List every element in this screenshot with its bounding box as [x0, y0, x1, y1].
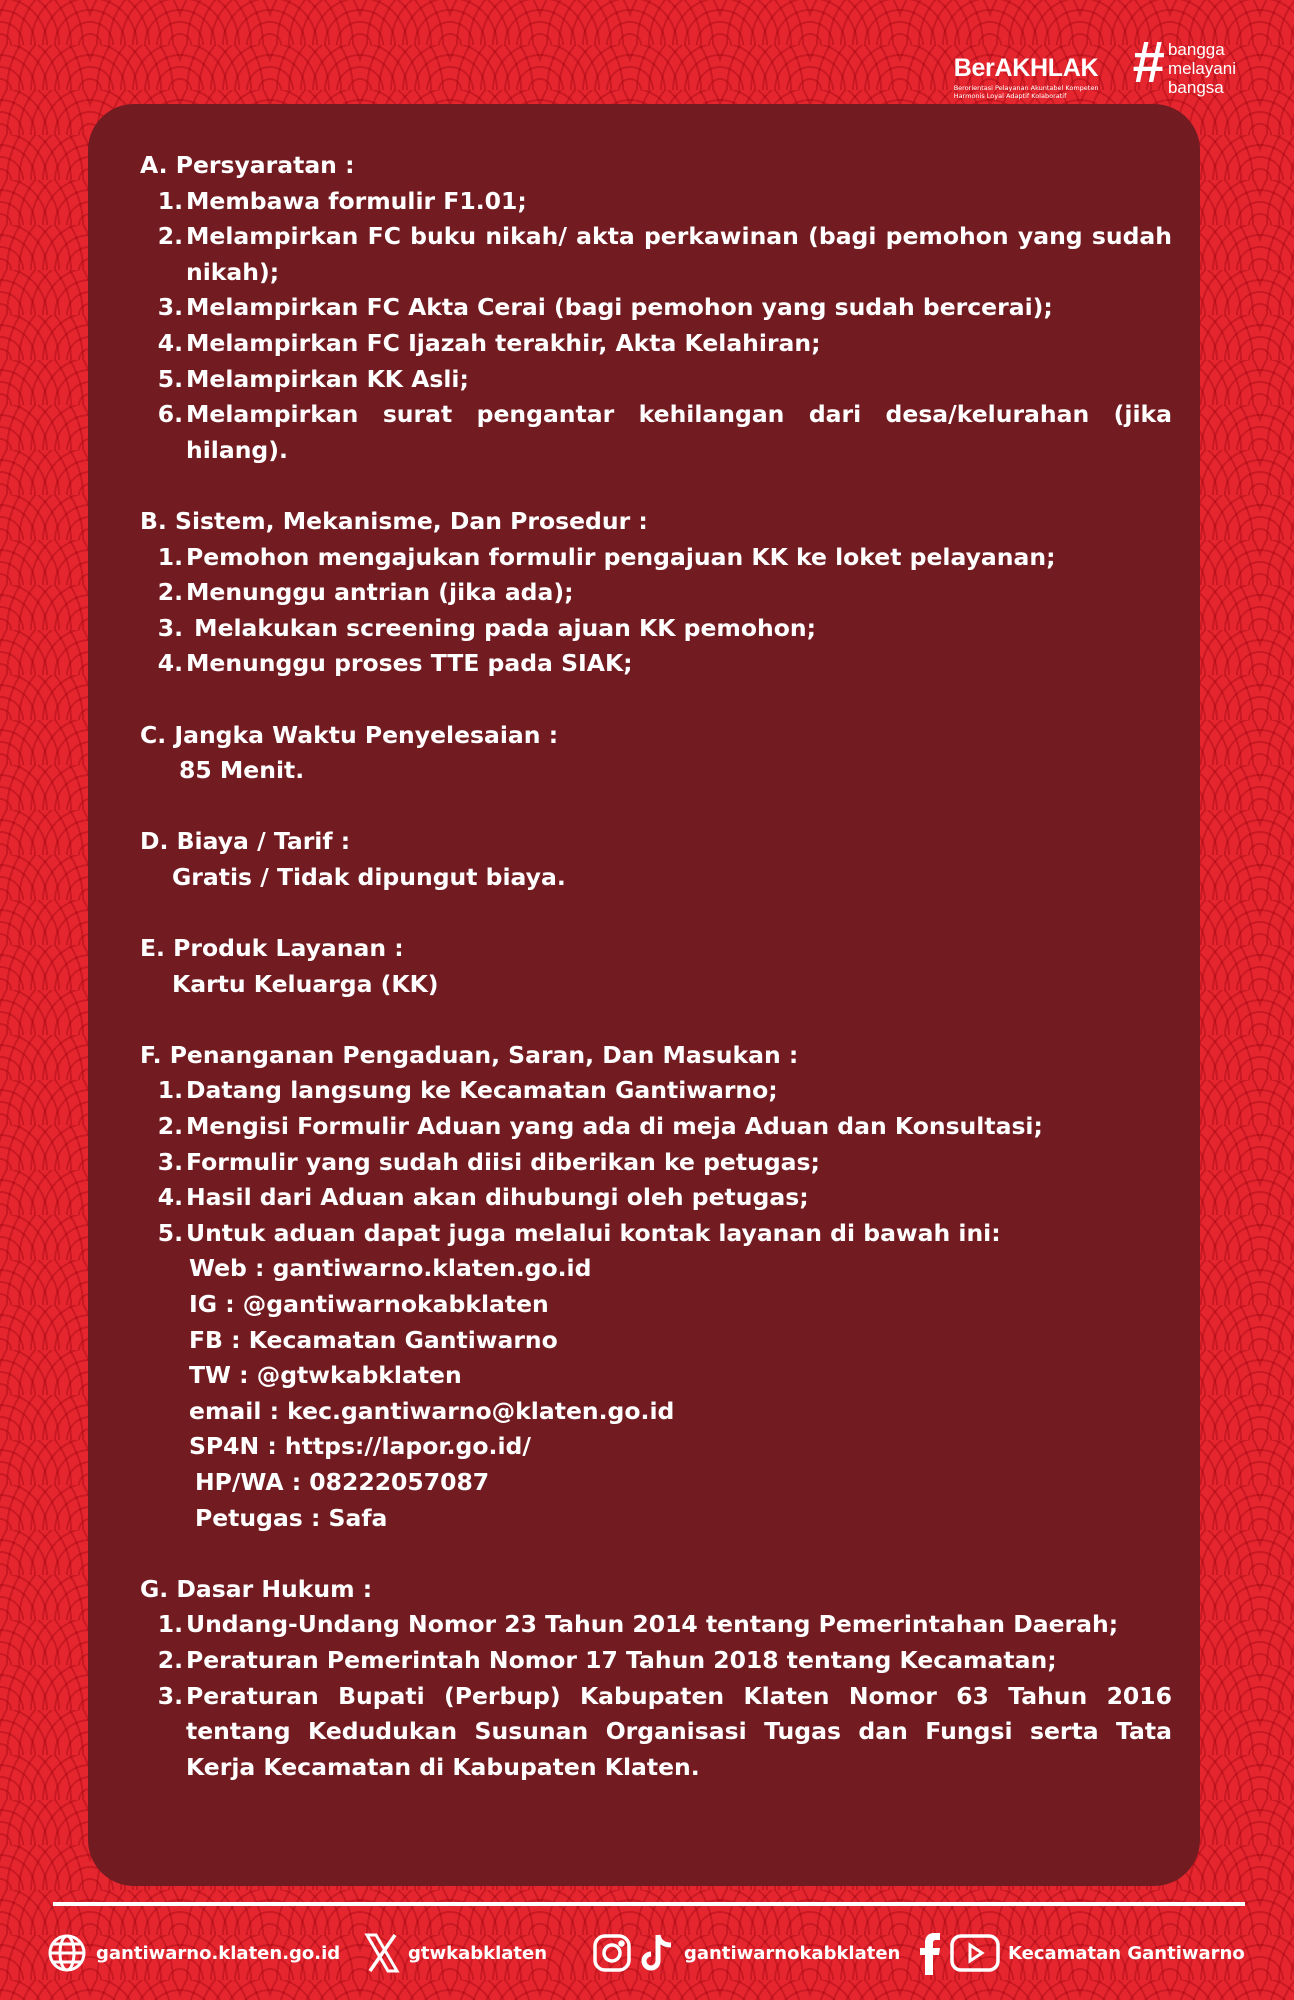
- contact-twitter: TW : @gtwkabklaten: [189, 1361, 462, 1390]
- list-item: [140, 646, 1172, 682]
- instagram-icon: [592, 1933, 632, 1973]
- item-number: 4.: [157, 328, 183, 357]
- bangga-melayani-bangsa-logo: [1131, 30, 1236, 97]
- item-text: Mengisi Formulir Aduan yang ada di meja Aduan dan Konsultasi;: [186, 1112, 1043, 1141]
- section-jangka-waktu: [140, 718, 1172, 789]
- header-logos: [953, 30, 1236, 100]
- section-title: B. Sistem, Mekanisme, Dan Prosedur :: [140, 506, 648, 535]
- tiktok-icon: [640, 1932, 676, 1974]
- list-item: [140, 290, 1172, 326]
- section-persyaratan: [140, 148, 1172, 468]
- complaint-list: [140, 1073, 1172, 1251]
- legal-basis-list: [140, 1607, 1172, 1785]
- globe-icon: [46, 1932, 88, 1974]
- contact-email: email : kec.gantiwarno@klaten.go.id: [189, 1396, 675, 1425]
- list-item: [140, 1216, 1172, 1252]
- item-number: 3.: [157, 293, 183, 322]
- list-item: [140, 1180, 1172, 1216]
- item-number: 2.: [157, 222, 183, 251]
- berakhlak-logo: [954, 34, 1122, 100]
- item-number: 1.: [157, 1076, 183, 1105]
- content-panel: [88, 104, 1200, 1886]
- section-produk: [140, 931, 1172, 1002]
- item-number: 4.: [157, 1183, 183, 1212]
- item-number: 1.: [157, 542, 183, 571]
- section-content: 85 Menit.: [179, 756, 305, 785]
- contact-phone: HP/WA : 08222057087: [195, 1467, 490, 1496]
- bangga-line: bangga: [1167, 40, 1225, 59]
- item-text: Melampirkan KK Asli;: [186, 364, 469, 393]
- item-number: 2.: [157, 1112, 183, 1141]
- item-number: 1.: [157, 1610, 183, 1639]
- item-number: 2.: [157, 1645, 183, 1674]
- item-number: 3.: [157, 613, 183, 642]
- item-text: Melampirkan FC Akta Cerai (bagi pemohon yang sudah bercerai);: [186, 293, 1053, 322]
- item-number: 4.: [157, 649, 183, 678]
- hashtag-glyph: #: [1131, 30, 1164, 95]
- item-text: Hasil dari Aduan akan dihubungi oleh petugas;: [186, 1183, 809, 1212]
- list-item: [140, 1073, 1172, 1109]
- item-number: 5.: [157, 1218, 183, 1247]
- item-text: Melampirkan FC Ijazah terakhir, Akta Kelahiran;: [186, 328, 821, 357]
- item-number: 3.: [157, 1681, 183, 1710]
- list-item: [140, 362, 1172, 398]
- list-item: [140, 397, 1172, 468]
- berakhlak-tagline: Berorientasi Pelayanan Akuntabel Kompeten Harmonis Loyal Adaptif Kolaboratif: [953, 84, 1099, 100]
- youtube-icon: [950, 1934, 1000, 1972]
- item-text: Menunggu proses TTE pada SIAK;: [186, 649, 633, 678]
- footer-x[interactable]: [364, 1930, 547, 1976]
- list-item: [140, 1643, 1172, 1679]
- item-text: Pemohon mengajukan formulir pengajuan KK ke loket pelayanan;: [186, 542, 1056, 571]
- footer-divider: [53, 1902, 1245, 1906]
- contact-facebook: FB : Kecamatan Gantiwarno: [189, 1325, 558, 1354]
- section-title: E. Produk Layanan :: [140, 934, 404, 963]
- footer-web-text: gantiwarno.klaten.go.id: [96, 1942, 341, 1964]
- section-title: C. Jangka Waktu Penyelesaian :: [140, 720, 559, 749]
- item-text: Menunggu antrian (jika ada);: [186, 578, 574, 607]
- item-text: Undang-Undang Nomor 23 Tahun 2014 tentang Pemerintahan Daerah;: [186, 1610, 1119, 1639]
- list-item: [140, 1109, 1172, 1145]
- item-number: 6.: [157, 400, 183, 429]
- footer-instagram-text: gantiwarnokabklaten: [684, 1942, 901, 1964]
- item-number: 2.: [157, 578, 183, 607]
- list-item: [140, 1607, 1172, 1643]
- section-title: A. Persyaratan :: [140, 151, 355, 179]
- list-item: [140, 540, 1172, 576]
- section-dasar-hukum: [140, 1572, 1172, 1786]
- bangsa-line: bangsa: [1167, 78, 1224, 97]
- contact-sp4n: SP4N : https://lapor.go.id/: [189, 1432, 531, 1461]
- item-text: Formulir yang sudah diisi diberikan ke petugas;: [186, 1147, 820, 1176]
- list-item: [140, 326, 1172, 362]
- list-item: [140, 219, 1172, 290]
- list-item: [140, 611, 1172, 647]
- footer-facebook-youtube[interactable]: [918, 1930, 1245, 1976]
- item-text: Membawa formulir F1.01;: [186, 186, 527, 215]
- item-text: Peraturan Pemerintah Nomor 17 Tahun 2018 tentang Kecamatan;: [186, 1645, 1057, 1674]
- item-text: Melakukan screening pada ajuan KK pemohon;: [186, 613, 817, 642]
- list-item: [140, 1145, 1172, 1181]
- contact-web: Web : gantiwarno.klaten.go.id: [189, 1254, 592, 1283]
- section-title: F. Penanganan Pengaduan, Saran, Dan Masukan :: [140, 1040, 799, 1069]
- contact-instagram: IG : @gantiwarnokabklaten: [189, 1290, 549, 1318]
- list-item: [140, 575, 1172, 611]
- item-text: Peraturan Bupati (Perbup) Kabupaten Klaten Nomor 63 Tahun 2016 tentang Kedudukan Susunan Organisasi Tugas dan Fungsi serta Tata Kerja Kecamatan di Kabupaten Klaten.: [186, 1681, 1172, 1781]
- item-number: 1.: [157, 186, 183, 215]
- item-number: 3.: [157, 1147, 183, 1176]
- contact-officer: Petugas : Safa: [195, 1503, 388, 1532]
- melayani-line: melayani: [1167, 59, 1236, 78]
- section-title: G. Dasar Hukum :: [140, 1574, 373, 1603]
- list-item: [140, 184, 1172, 220]
- item-text: Untuk aduan dapat juga melalui kontak layanan di bawah ini:: [186, 1218, 1001, 1247]
- requirements-list: [140, 184, 1172, 469]
- section-pengaduan: [140, 1038, 1172, 1536]
- section-content: Gratis / Tidak dipungut biaya.: [172, 862, 566, 891]
- item-text: Datang langsung ke Kecamatan Gantiwarno;: [186, 1076, 778, 1105]
- footer-instagram-tiktok[interactable]: [592, 1930, 900, 1976]
- bangga-text: [1168, 40, 1236, 97]
- footer-social: [44, 1930, 1254, 1976]
- list-item: [140, 1679, 1172, 1786]
- berakhlak-name: BerAKHLAK: [953, 54, 1099, 82]
- footer-x-text: gtwkabklaten: [408, 1942, 548, 1964]
- section-prosedur: [140, 504, 1172, 682]
- procedure-list: [140, 540, 1172, 682]
- x-icon: [364, 1933, 400, 1973]
- section-title: D. Biaya / Tarif :: [140, 827, 351, 856]
- section-biaya: [140, 824, 1172, 895]
- section-content: Kartu Keluarga (KK): [172, 969, 439, 998]
- footer-facebook-text: Kecamatan Gantiwarno: [1008, 1942, 1245, 1964]
- item-text: Melampirkan surat pengantar kehilangan dari desa/kelurahan (jika hilang).: [186, 400, 1172, 464]
- facebook-icon: [918, 1931, 942, 1975]
- item-number: 5.: [157, 364, 183, 393]
- footer-web[interactable]: [46, 1930, 340, 1976]
- item-text: Melampirkan FC buku nikah/ akta perkawinan (bagi pemohon yang sudah nikah);: [186, 222, 1172, 286]
